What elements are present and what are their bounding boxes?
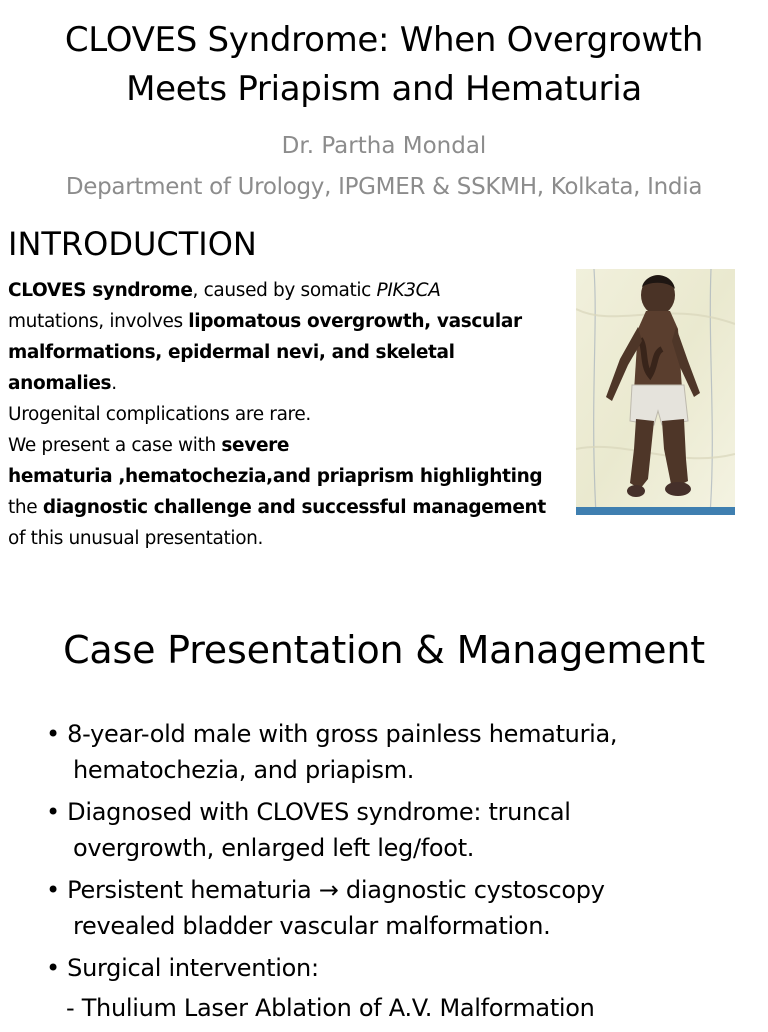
intro-text: We present a case with xyxy=(8,435,222,456)
intro-line-1 xyxy=(8,275,574,306)
intro-text: the xyxy=(8,497,43,518)
intro-text: of this unusual presentation. xyxy=(8,528,264,549)
intro-text: hematuria ,hematochezia,and priaprism highlighting xyxy=(8,466,543,487)
bullet-line: • 8-year-old male with gross painless hematuria, xyxy=(46,720,618,748)
list-item xyxy=(46,950,746,1026)
case-bullet-list xyxy=(46,716,746,1032)
poster-title xyxy=(20,16,748,114)
intro-text: severe xyxy=(221,435,290,456)
intro-text: , caused by somatic xyxy=(192,280,377,301)
intro-line-6 xyxy=(8,430,574,461)
intro-line-2 xyxy=(8,306,574,337)
intro-text: CLOVES syndrome xyxy=(8,280,193,301)
intro-line-5 xyxy=(8,399,574,430)
bullet-line: • Surgical intervention: xyxy=(46,954,319,982)
case-heading: Case Presentation & Management xyxy=(63,628,705,672)
intro-text: diagnostic challenge and successful management xyxy=(42,497,546,518)
patient-photo-illustration xyxy=(576,269,735,515)
intro-text: mutations, involves xyxy=(8,311,189,332)
intro-text: PIK3CA xyxy=(376,280,441,301)
intro-line-3 xyxy=(8,337,574,368)
intro-text: anomalies xyxy=(8,373,112,394)
author-name: Dr. Partha Mondal xyxy=(281,133,487,159)
introduction-heading: INTRODUCTION xyxy=(8,225,257,263)
bullet-line: • Persistent hematuria → diagnostic cystoscopy xyxy=(46,876,605,904)
bullet-line-continued: revealed bladder vascular malformation. xyxy=(73,912,551,940)
intro-text: malformations, epidermal nevi, and skeletal xyxy=(8,342,455,363)
intro-line-9 xyxy=(8,523,574,554)
bullet-line-continued: overgrowth, enlarged left leg/foot. xyxy=(73,834,475,862)
intro-text: . xyxy=(111,373,117,394)
intro-text: Urogenital complications are rare. xyxy=(8,404,311,425)
bullet-line-continued: hematochezia, and priapism. xyxy=(73,756,415,784)
list-item xyxy=(46,716,746,788)
title-line-2: Meets Priapism and Hematuria xyxy=(126,69,642,109)
patient-photo xyxy=(576,269,735,515)
title-line-1: CLOVES Syndrome: When Overgrowth xyxy=(64,20,704,60)
sub-bullet-line: - Thulium Laser Ablation of A.V. Malformation xyxy=(66,994,595,1022)
intro-line-4 xyxy=(8,368,574,399)
intro-text: lipomatous overgrowth, vascular xyxy=(188,311,522,332)
bullet-line: • Diagnosed with CLOVES syndrome: truncal xyxy=(46,798,571,826)
introduction-body xyxy=(8,275,574,554)
list-item xyxy=(46,794,746,866)
intro-line-8 xyxy=(8,492,574,523)
author-department: Department of Urology, IPGMER & SSKMH, Kolkata, India xyxy=(65,174,703,200)
list-item xyxy=(46,872,746,944)
intro-line-7 xyxy=(8,461,574,492)
